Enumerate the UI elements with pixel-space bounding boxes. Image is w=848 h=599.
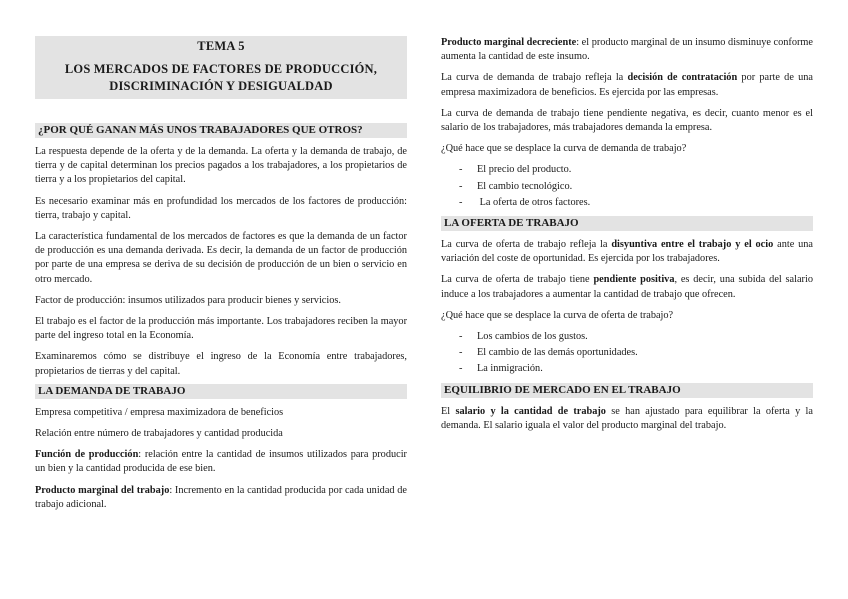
section-heading-labor-demand: LA DEMANDA DE TRABAJO: [35, 384, 407, 399]
paragraph: Empresa competitiva / empresa maximizadora de beneficios: [35, 406, 284, 418]
list-item-text: El precio del producto.: [477, 164, 572, 176]
paragraph: Factor de producción: insumos utilizados para producir bienes y servicios.: [35, 294, 341, 306]
paragraph: El trabajo es el factor de la producción más importante. Los trabajadores reciben la mayor parte del ingreso total en la Economía.: [35, 316, 407, 342]
term: decisión de contratación: [627, 72, 738, 84]
left-column: [35, 36, 407, 519]
text: La curva de oferta de trabajo refleja la: [441, 239, 612, 251]
text: La curva de demanda de trabajo refleja la: [441, 72, 628, 84]
list-item-text: El cambio de las demás oportunidades.: [477, 347, 638, 359]
paragraph: [441, 71, 813, 99]
list-item-text: La oferta de otros factores.: [477, 196, 591, 208]
term: disyuntiva entre el trabajo y el ocio: [611, 239, 774, 251]
chapter-title-line-1: LOS MERCADOS DE FACTORES DE PRODUCCIÓN,: [64, 62, 378, 76]
bullet-dash: -: [459, 347, 463, 359]
paragraph: Es necesario examinar más en profundidad los mercados de los factores de producción: tierra, trabajo y capital.: [35, 195, 407, 221]
list-item: [459, 330, 813, 344]
list-item: [459, 180, 813, 194]
section-heading-why-earn-more: ¿POR QUÉ GANAN MÁS UNOS TRABAJADORES QUE OTROS?: [35, 123, 407, 138]
term: Producto marginal del trabajo: [35, 484, 170, 496]
right-column: [441, 36, 813, 440]
text: ante una variación del coste de oportunidad. Es ejercida por los trabajadores.: [441, 239, 813, 265]
term: Producto marginal decreciente: [441, 37, 577, 48]
bullet-dash: -: [459, 196, 463, 208]
paragraph: La curva de demanda de trabajo tiene pendiente negativa, es decir, cuanto menor es el salario de los trabajadores, más trabajadores demanda la empresa.: [441, 107, 813, 134]
bullet-dash: -: [459, 164, 463, 176]
question: ¿Qué hace que se desplace la curva de demanda de trabajo?: [441, 143, 687, 155]
paragraph: La respuesta depende de la oferta y de la demanda. La oferta y la demanda de trabajo, de tierra y de capital determinan los precios pagados a los trabajadores, a los propietarios de tierra y a los propietarios del capital.: [35, 146, 407, 186]
paragraph: La característica fundamental de los mercados de factores es que la demanda de un factor de producción es una demanda derivada. Es decir, la demanda de un factor de producción por parte de una empresa se deriva de su decisión de producción de un bien o servicio en otro mercado.: [35, 231, 407, 285]
chapter-number: TEMA 5: [197, 39, 245, 53]
bullet-dash: -: [459, 363, 463, 375]
term: salario y la cantidad de trabajo: [455, 405, 606, 417]
text: por parte de una empresa maximizadora de beneficios. Es ejercida por las empresas.: [441, 72, 813, 98]
demand-shifters-list: [441, 163, 813, 210]
paragraph: [441, 405, 813, 433]
text: La curva de oferta de trabajo tiene: [441, 274, 594, 286]
definition-diminishing-marginal-product: [441, 36, 813, 64]
list-item: [459, 196, 813, 210]
chapter-title-line-2: DISCRIMINACIÓN Y DESIGUALDAD: [109, 79, 333, 93]
definition-production-function: [35, 448, 407, 476]
term: Función de producción: [35, 449, 139, 461]
section-heading-labor-market-equilibrium: EQUILIBRIO DE MERCADO EN EL TRABAJO: [441, 383, 813, 398]
paragraph: Relación entre número de trabajadores y cantidad producida: [35, 428, 283, 440]
list-item: [459, 346, 813, 360]
question: ¿Qué hace que se desplace la curva de oferta de trabajo?: [441, 309, 674, 321]
paragraph: [441, 273, 813, 301]
definition-text: : relación entre la cantidad de insumos utilizados para producir un bien y la cantidad producida de ese bien.: [35, 449, 407, 475]
text: se han ajustado para equilibrar la oferta y la demanda. El salario iguala el valor del producto marginal del trabajo.: [441, 405, 813, 431]
definition-text: : Incremento en la cantidad producida por cada unidad de trabajo adicional.: [35, 484, 407, 510]
text: , es decir, una subida del salario induce a los trabajadores a aumentar la cantidad de trabajo que ofrecen.: [441, 274, 813, 300]
bullet-dash: -: [459, 180, 463, 192]
list-item-text: El cambio tecnológico.: [477, 180, 573, 192]
definition-marginal-product: [35, 484, 407, 512]
supply-shifters-list: [441, 330, 813, 377]
bullet-dash: -: [459, 331, 463, 343]
list-item: [459, 163, 813, 177]
paragraph: [441, 238, 813, 266]
paragraph: Examinaremos cómo se distribuye el ingreso de la Economía entre trabajadores, propietarios de tierras y del capital.: [35, 351, 407, 377]
title-box: [35, 36, 407, 99]
list-item-text: Los cambios de los gustos.: [477, 331, 588, 343]
definition-text: : el producto marginal de un insumo disminuye conforme aumenta la cantidad de este insumo.: [441, 37, 813, 63]
section-heading-labor-supply: LA OFERTA DE TRABAJO: [441, 216, 813, 231]
term: pendiente positiva: [593, 274, 675, 286]
list-item: [459, 362, 813, 376]
text: El: [441, 405, 456, 417]
list-item-text: La inmigración.: [477, 363, 543, 375]
